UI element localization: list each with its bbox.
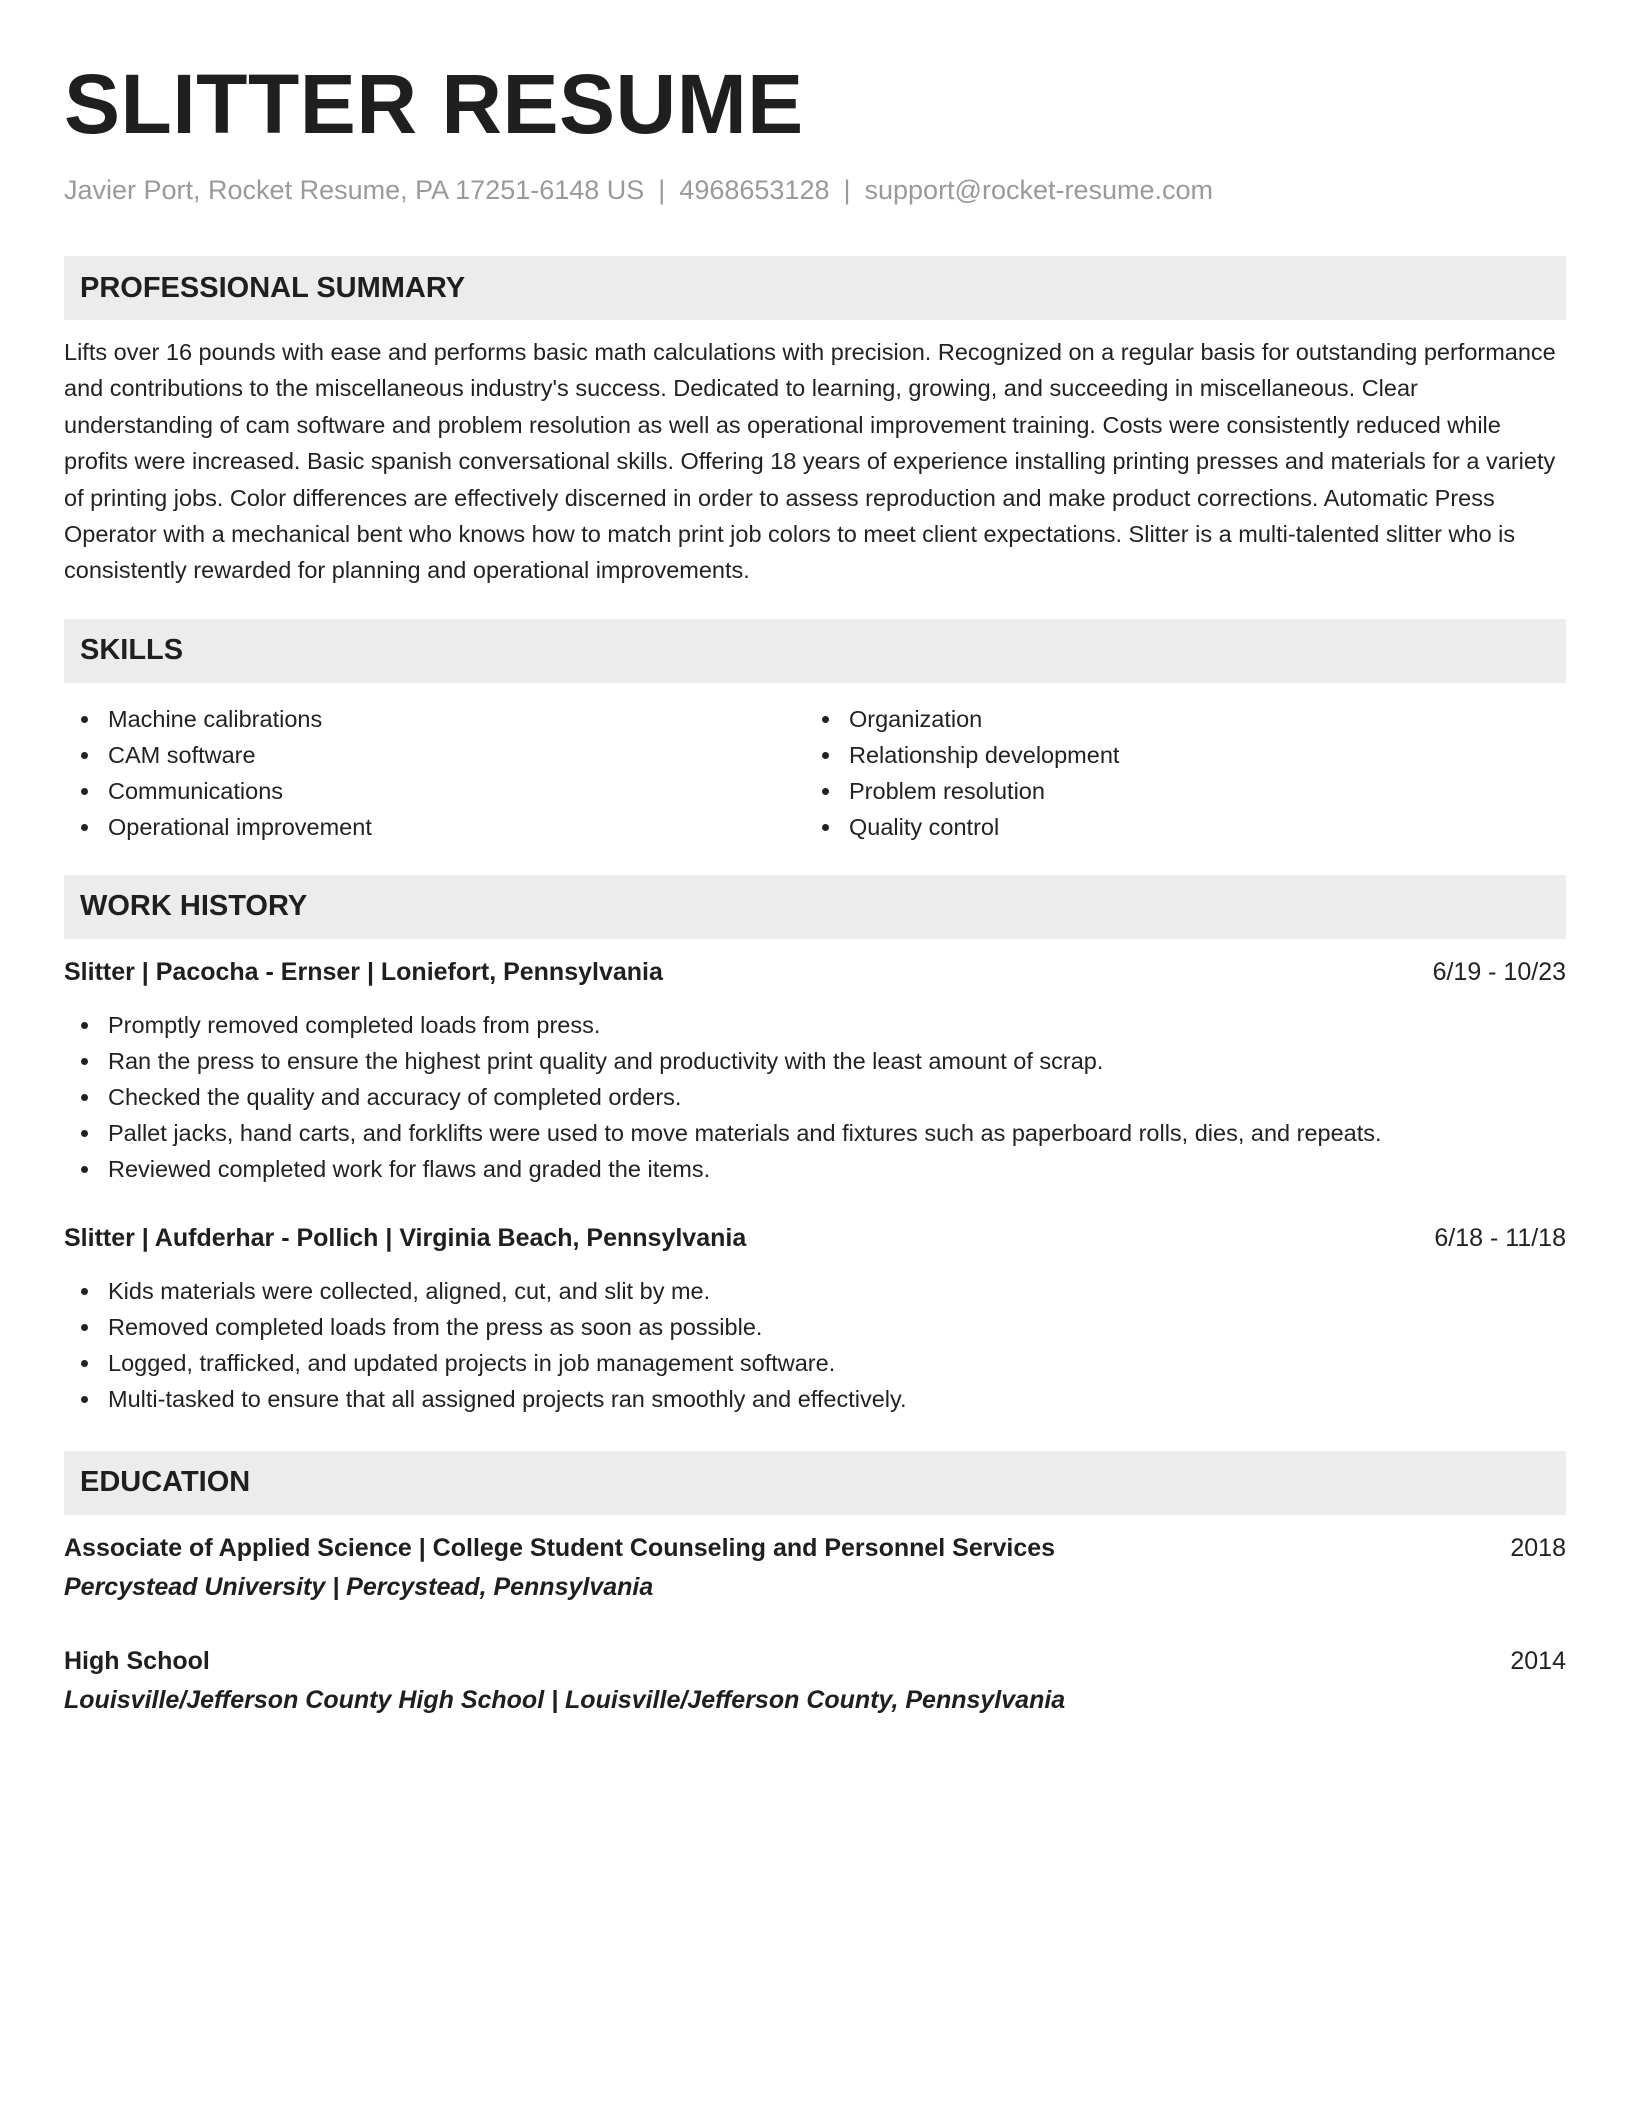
contact-email: support@rocket-resume.com [864, 175, 1214, 205]
bullet-icon [81, 752, 88, 759]
job-title: Slitter | Pacocha - Ernser | Loniefort, Pennsylvania [64, 957, 663, 986]
contact-address: Javier Port, Rocket Resume, PA 17251-6148 US [64, 175, 645, 205]
skills-heading: SKILLS [64, 619, 1566, 683]
work-history-heading: WORK HISTORY [64, 875, 1566, 939]
job-duty: Pallet jacks, hand carts, and forklifts were used to move materials and fixtures such as paperboard rolls, dies, and repeats. [64, 1115, 1566, 1151]
contact-phone: 4968653128 [679, 175, 830, 205]
bullet-icon [81, 788, 88, 795]
education-entry [64, 1644, 1566, 1717]
skills-column-left [64, 701, 805, 845]
education-heading: EDUCATION [64, 1451, 1566, 1515]
job-duty: Checked the quality and accuracy of completed orders. [64, 1079, 1566, 1115]
job-entry [64, 955, 1566, 1187]
graduation-year: 2018 [1510, 1533, 1566, 1562]
resume-title: SLITTER RESUME [64, 57, 804, 151]
skill-item: Problem resolution [805, 773, 1546, 809]
bullet-icon [81, 1360, 88, 1367]
bullet-icon [822, 752, 829, 759]
skill-item: Organization [805, 701, 1546, 737]
contact-separator: | [658, 175, 666, 205]
job-dates: 6/18 - 11/18 [1434, 1223, 1566, 1252]
skill-item: Operational improvement [64, 809, 805, 845]
degree-title: High School [64, 1646, 210, 1675]
skills-column-right [805, 701, 1546, 845]
bullet-icon [822, 716, 829, 723]
school-name: Percystead University | Percystead, Pennsylvania [64, 1572, 654, 1601]
job-duty: Multi-tasked to ensure that all assigned projects ran smoothly and effectively. [64, 1381, 1566, 1417]
job-header [64, 1221, 1566, 1255]
skill-item: Machine calibrations [64, 701, 805, 737]
education-header [64, 1531, 1566, 1565]
bullet-icon [81, 824, 88, 831]
degree-title: Associate of Applied Science | College Student Counseling and Personnel Services [64, 1533, 1056, 1562]
job-duty: Promptly removed completed loads from press. [64, 1007, 1566, 1043]
education-header [64, 1644, 1566, 1678]
skill-item: Relationship development [805, 737, 1546, 773]
contact-separator: | [843, 175, 851, 205]
job-header [64, 955, 1566, 989]
bullet-icon [81, 1396, 88, 1403]
school-name: Louisville/Jefferson County High School | Louisville/Jefferson County, Pennsylvania [64, 1685, 1066, 1714]
bullet-icon [822, 788, 829, 795]
skill-item: Quality control [805, 809, 1546, 845]
job-dates: 6/19 - 10/23 [1432, 957, 1566, 986]
job-duty: Removed completed loads from the press as soon as possible. [64, 1309, 1566, 1345]
bullet-icon [81, 1058, 88, 1065]
education-entry [64, 1531, 1566, 1604]
summary-text: Lifts over 16 pounds with ease and performs basic math calculations with precision. Recognized on a regular basis for outstanding performance and contributions to the miscellaneous industry's success. Dedicated to learning, growing, and succeeding in miscellaneous. Clear understanding of cam software and problem resolution as well as operational improvement training. Costs were consistently reduced while profits were increased. Basic spanish conversational skills. Offering 18 years of experience installing printing presses and materials for a variety of printing jobs. Color differences are effectively discerned in order to assess reproduction and make product corrections. Automatic Press Operator with a mechanical bent who knows how to match print job colors to meet client expectations. Slitter is a multi-talented slitter who is consistently rewarded for planning and operational improvements. [64, 339, 1556, 584]
bullet-icon [822, 824, 829, 831]
job-duty: Ran the press to ensure the highest print quality and productivity with the least amount of scrap. [64, 1043, 1566, 1079]
job-title: Slitter | Aufderhar - Pollich | Virginia Beach, Pennsylvania [64, 1223, 747, 1252]
skills-grid [64, 701, 1566, 845]
summary-heading: PROFESSIONAL SUMMARY [64, 256, 1566, 320]
bullet-icon [81, 1288, 88, 1295]
job-duty: Reviewed completed work for flaws and graded the items. [64, 1151, 1566, 1187]
bullet-icon [81, 1166, 88, 1173]
bullet-icon [81, 716, 88, 723]
job-duties [64, 1007, 1566, 1187]
job-duties [64, 1273, 1566, 1417]
job-duty: Logged, trafficked, and updated projects in job management software. [64, 1345, 1566, 1381]
bullet-icon [81, 1022, 88, 1029]
bullet-icon [81, 1094, 88, 1101]
graduation-year: 2014 [1510, 1646, 1566, 1675]
bullet-icon [81, 1324, 88, 1331]
skill-item: CAM software [64, 737, 805, 773]
skill-item: Communications [64, 773, 805, 809]
resume-page [64, 56, 1566, 1717]
bullet-icon [81, 1130, 88, 1137]
contact-line [64, 172, 1566, 208]
job-entry [64, 1221, 1566, 1417]
job-duty: Kids materials were collected, aligned, cut, and slit by me. [64, 1273, 1566, 1309]
